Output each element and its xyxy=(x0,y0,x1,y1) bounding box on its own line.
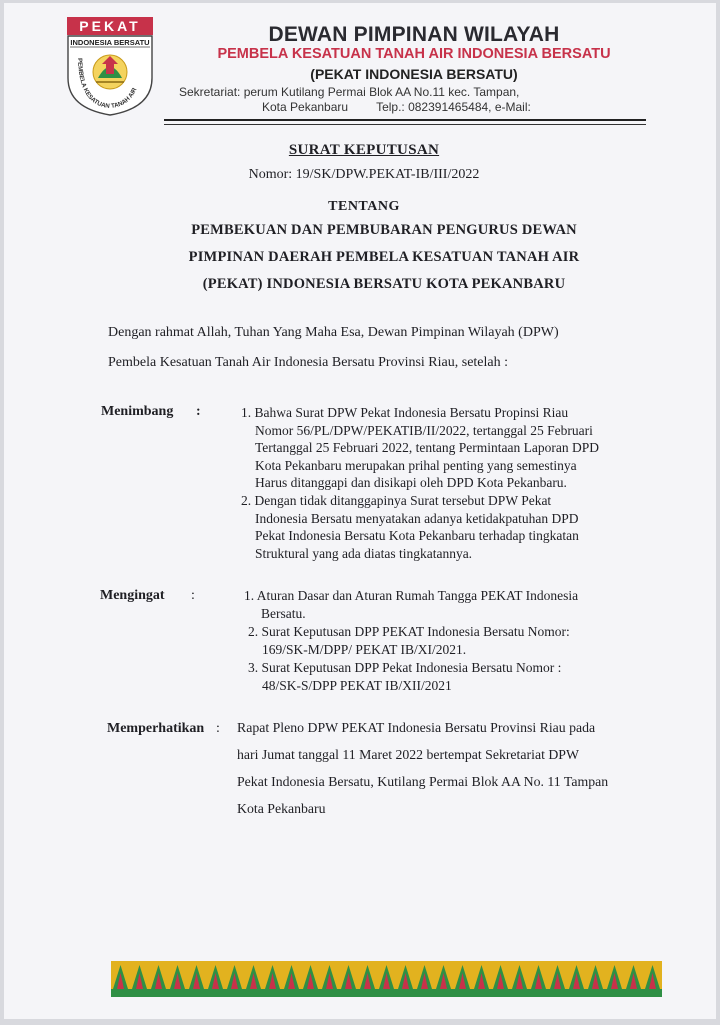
list-line: Kota Pekanbaru merupakan prihal penting yang semestinya xyxy=(255,457,577,473)
document-about: TENTANG xyxy=(328,199,400,214)
memperhatikan-line: Kota Pekanbaru xyxy=(237,801,326,816)
mengingat-colon: : xyxy=(191,588,195,603)
document-title: SURAT KEPUTUSAN xyxy=(288,142,440,158)
intro-line: Pembela Kesatuan Tanah Air Indonesia Bersatu Provinsi Riau, setelah : xyxy=(108,355,509,370)
list-line: Tertanggal 25 Februari 2022, tentang Permintaan Laporan DPD xyxy=(255,440,599,455)
header-address: Sekretariat: perum Kutilang Permai Blok AA No.11 kec. Tampan, xyxy=(179,85,520,99)
list-line: Harus ditanggapi dan disikapi oleh DPD Kota Pekanbaru. xyxy=(255,475,567,490)
subject-line: PIMPINAN DAERAH PEMBELA KESATUAN TANAH AIR xyxy=(188,249,580,265)
list-line: Pekat Indonesia Bersatu Kota Pekanbaru terhadap tingkatan xyxy=(255,528,579,543)
mengingat-item xyxy=(244,587,578,622)
list-line: 3. Surat Keputusan DPP Pekat Indonesia Bersatu Nomor : xyxy=(248,660,562,675)
memperhatikan-line: Pekat Indonesia Bersatu, Kutilang Permai Blok AA No. 11 Tampan xyxy=(237,774,609,789)
menimbang-label: Menimbang xyxy=(101,404,174,419)
list-line: Nomor 56/PL/DPW/PEKATIB/II/2022, tertanggal 25 Februari xyxy=(255,422,593,438)
pekat-logo xyxy=(66,16,154,116)
list-line: 1. Bahwa Surat DPW Pekat Indonesia Bersatu Propinsi Riau xyxy=(241,405,569,420)
memperhatikan-colon: : xyxy=(216,721,220,736)
header-address-2 xyxy=(262,100,531,114)
list-line: 2. Dengan tidak ditanggapinya Surat tersebut DPW Pekat xyxy=(241,493,552,508)
mengingat-item xyxy=(248,623,570,658)
letter-page xyxy=(4,3,716,1019)
header-rule-thick xyxy=(164,119,646,121)
logo-text-ring: PEMBELA KESATUAN TANAH AIR xyxy=(76,58,139,111)
list-line: Struktural yang ada diatas tingkatannya. xyxy=(255,545,473,561)
header-title: DEWAN PIMPINAN WILAYAH xyxy=(268,23,560,46)
list-line: 169/SK-M/DPP/ PEKAT IB/XI/2021. xyxy=(262,641,467,657)
memperhatikan-label: Memperhatikan xyxy=(107,721,205,736)
list-line: Bersatu. xyxy=(261,605,306,621)
mengingat-label: Mengingat xyxy=(100,588,165,603)
list-line: 1. Aturan Dasar dan Aturan Rumah Tangga PEKAT Indonesia xyxy=(244,588,579,603)
header-rule-thin xyxy=(164,124,646,125)
intro-line: Dengan rahmat Allah, Tuhan Yang Maha Esa, Dewan Pimpinan Wilayah (DPW) xyxy=(108,325,559,340)
header-contact: Telp.: 082391465484, e-Mail: xyxy=(376,100,531,114)
header-abbr: (PEKAT INDONESIA BERSATU) xyxy=(310,66,518,82)
memperhatikan-line: Rapat Pleno DPW PEKAT Indonesia Bersatu Provinsi Riau pada xyxy=(237,720,596,735)
memperhatikan-line: hari Jumat tanggal 11 Maret 2022 bertempat Sekretariat DPW xyxy=(237,747,580,762)
logo-text-mid: INDONESIA BERSATU xyxy=(70,38,150,47)
subject-line: (PEKAT) INDONESIA BERSATU KOTA PEKANBARU xyxy=(202,276,566,292)
header-org: PEMBELA KESATUAN TANAH AIR INDONESIA BERSATU xyxy=(217,46,611,62)
menimbang-item xyxy=(241,492,579,562)
menimbang-colon: : xyxy=(196,404,201,419)
list-line: Indonesia Bersatu menyatakan adanya ketidakpatuhan DPD xyxy=(255,510,579,526)
list-line: 48/SK-S/DPP PEKAT IB/XII/2021 xyxy=(262,677,452,693)
logo-text-top: PEKAT xyxy=(79,18,141,34)
subject-line: PEMBEKUAN DAN PEMBUBARAN PENGURUS DEWAN xyxy=(191,222,577,238)
list-line: 2. Surat Keputusan DPP PEKAT Indonesia Bersatu Nomor: xyxy=(248,624,570,639)
header-city: Kota Pekanbaru xyxy=(262,100,349,114)
menimbang-item xyxy=(241,404,599,492)
mengingat-item xyxy=(248,659,561,694)
document-number: Nomor: 19/SK/DPW.PEKAT-IB/III/2022 xyxy=(248,167,480,182)
decorative-footer-border xyxy=(111,961,662,997)
